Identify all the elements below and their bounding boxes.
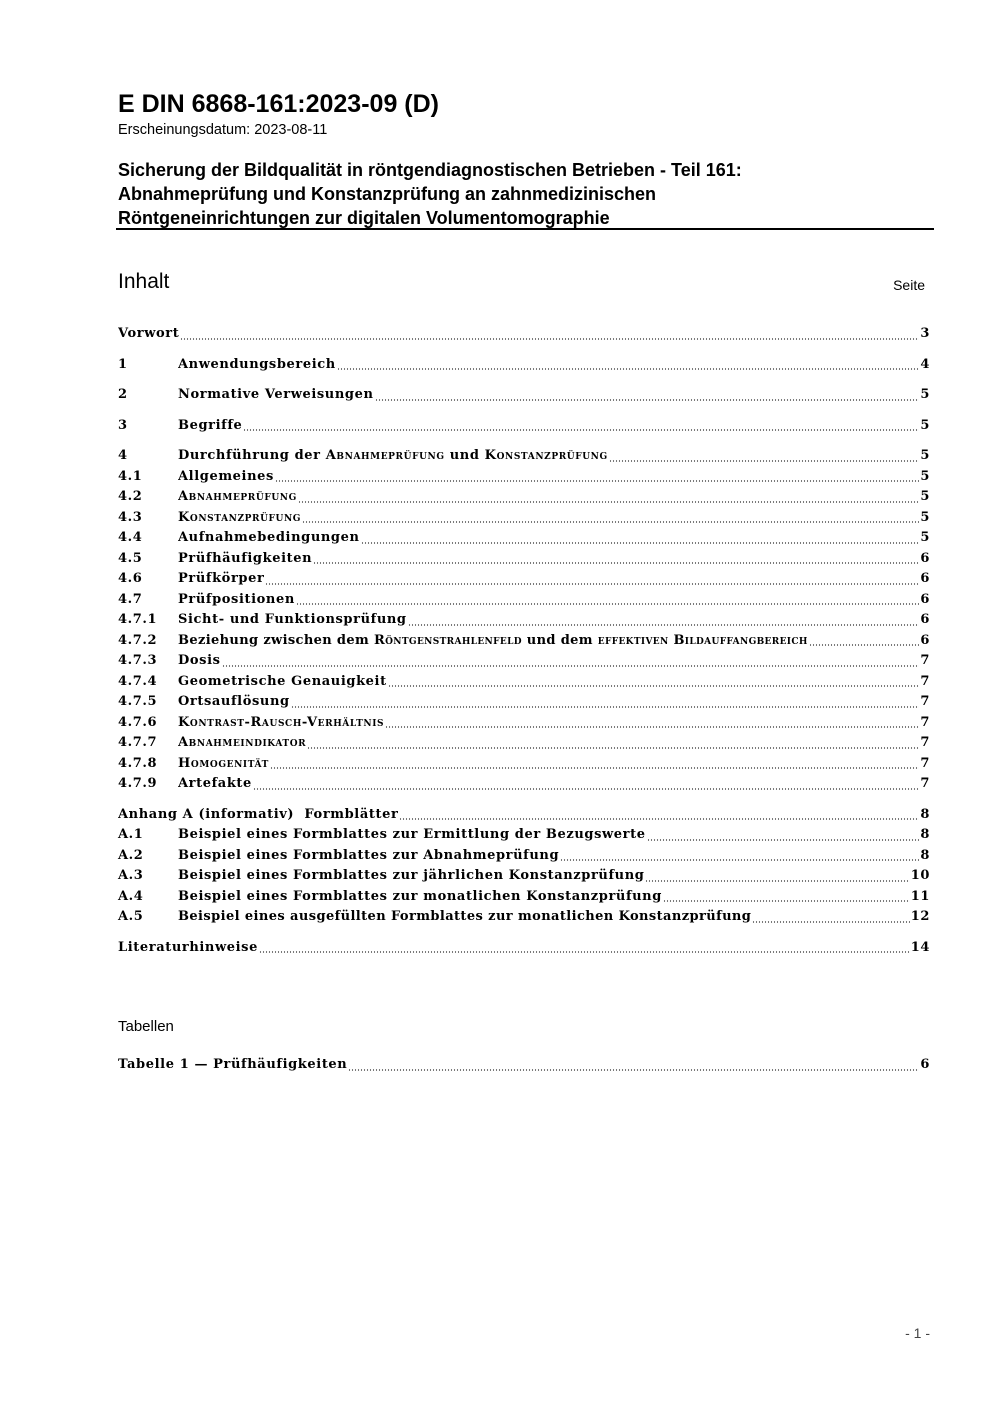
title-line: Sicherung der Bildqualität in röntgendiagnostischen Betrieben - Teil 161: (118, 160, 742, 180)
toc-entry-title: Beispiel eines Formblattes zur jährlichen Konstanzprüfung (178, 868, 645, 883)
toc-entry-4-7-5[interactable] (118, 692, 930, 713)
toc-entry-page: 7 (920, 735, 930, 750)
toc-entry-4-4[interactable] (118, 528, 930, 549)
toc-entry-title: Abnahmeindikator (178, 735, 307, 750)
dot-leader (385, 726, 919, 728)
toc-entry-title: Geometrische Genauigkeit (178, 673, 387, 689)
dot-leader (337, 368, 920, 370)
toc-entry-number: 4.4 (118, 530, 143, 545)
dot-leader (275, 480, 919, 482)
tables-heading: Tabellen (118, 1018, 174, 1035)
toc-entry-number: 3 (118, 417, 128, 433)
toc-entry-title: Aufnahmebedingungen (178, 530, 360, 545)
document-title (118, 158, 934, 230)
table-entry-page: 6 (920, 1057, 930, 1072)
toc-entry-4-7-8[interactable] (118, 754, 930, 775)
toc-entry-number: A.3 (118, 868, 144, 883)
title-line: Röntgeneinrichtungen zur digitalen Volumentomographie (118, 208, 610, 228)
dot-leader (270, 767, 919, 769)
title-text: und (444, 448, 485, 463)
toc-entry-title: Literaturhinweise (118, 939, 258, 955)
dot-leader (243, 429, 919, 431)
toc-heading: Inhalt (118, 270, 170, 293)
toc-entry-4-7-7[interactable] (118, 733, 930, 754)
toc-entry-page: 11 (910, 888, 930, 904)
toc-entry-title: Beispiel eines ausgefüllten Formblattes zur monatlichen Konstanzprüfung (178, 909, 752, 924)
toc-entry-3[interactable] (118, 416, 930, 437)
page-number: - 1 - (905, 1325, 930, 1341)
title-text: Durchführung der (178, 448, 326, 463)
dot-leader (348, 1069, 919, 1071)
toc-entry-page: 5 (920, 530, 930, 545)
dot-leader (560, 859, 919, 861)
toc-entry-4-7-2[interactable] (118, 631, 930, 652)
toc-entry-page: 5 (920, 417, 930, 433)
toc-entry-a-1[interactable] (118, 825, 930, 846)
toc-entry-page: 6 (920, 612, 930, 627)
toc-entry-page: 6 (920, 571, 930, 586)
toc-entry-page: 7 (920, 714, 930, 730)
toc-entry-4-5[interactable] (118, 549, 930, 570)
toc-entry-title: Artefakte (178, 776, 252, 791)
toc-entry-title (178, 446, 608, 467)
dot-leader (408, 624, 920, 626)
toc-entry-title: Beispiel eines Formblattes zur Abnahmeprüfung (178, 847, 560, 863)
list-of-tables (118, 1055, 930, 1076)
toc-entry-page: 7 (920, 776, 930, 791)
toc-entry-number: 4.1 (118, 468, 143, 484)
dot-leader (291, 706, 920, 708)
toc-entry-literaturhinweise[interactable] (118, 938, 930, 959)
toc-entry-number: 4.7.6 (118, 714, 158, 730)
toc-entry-title: Ortsauflösung (178, 694, 290, 709)
title-term: Abnahmeprüfung (325, 448, 445, 463)
toc-entry-a-2[interactable] (118, 846, 930, 867)
title-term: Konstanzprüfung (484, 448, 608, 463)
toc-entry-title: Beispiel eines Formblattes zur monatlichen Konstanzprüfung (178, 888, 662, 904)
toc-entry-page: 8 (920, 806, 930, 822)
toc-entry-4-7-1[interactable] (118, 610, 930, 631)
toc-entry-page: 6 (920, 632, 930, 648)
toc-entry-title: Kontrast-Rausch-Verhältnis (178, 714, 385, 730)
toc-entry-number: 4.6 (118, 571, 143, 586)
toc-entry-page: 8 (920, 827, 930, 842)
toc-entry-number: A.2 (118, 847, 144, 863)
toc-entry-page: 14 (910, 939, 930, 955)
dot-leader (647, 839, 920, 841)
page-column-label: Seite (893, 277, 925, 293)
toc-entry-4-7-4[interactable] (118, 672, 930, 693)
toc-entry-title: Prüfpositionen (178, 591, 295, 607)
toc-entry-number: 4.7.2 (118, 632, 158, 648)
dot-leader (298, 501, 919, 503)
toc-entry-page: 6 (920, 550, 930, 566)
toc-entry-4-6[interactable] (118, 569, 930, 590)
toc-entry-page: 5 (920, 509, 930, 525)
toc-entry-title: Homogenität (178, 755, 269, 771)
toc-entry-page: 7 (920, 653, 930, 668)
toc-entry-title: Beispiel eines Formblattes zur Ermittlung der Bezugswerte (178, 827, 646, 842)
dot-leader (296, 603, 919, 605)
dot-leader (375, 399, 920, 401)
toc-entry-title: Sicht- und Funktionsprüfung (178, 612, 407, 627)
title-text: Beziehung zwischen dem (178, 632, 374, 648)
toc-entry-number: A.1 (118, 827, 144, 842)
toc-entry-2[interactable] (118, 385, 930, 406)
toc-entry-number: 4.7.3 (118, 653, 158, 668)
toc-entry-page: 12 (910, 909, 930, 924)
toc-entry-number: 4.5 (118, 550, 143, 566)
table-entry-1[interactable] (118, 1055, 930, 1076)
title-divider (116, 228, 934, 230)
table-entry-title: Tabelle 1 — Prüfhäufigkeiten (118, 1057, 348, 1072)
toc-entry-title: Anwendungsbereich (178, 356, 336, 372)
toc-entry-4-7-9[interactable] (118, 774, 930, 795)
toc-entry-title (178, 631, 808, 652)
toc-entry-title: Vorwort (118, 326, 180, 341)
toc-entry-title: Prüfhäufigkeiten (178, 550, 313, 566)
dot-leader (809, 644, 920, 646)
toc-entry-number: 4.7 (118, 591, 143, 607)
toc-entry-page: 5 (920, 448, 930, 463)
toc-entry-title: Anhang A (informativ) Formblätter (118, 806, 399, 822)
dot-leader (663, 900, 910, 902)
toc-entry-number: 4.7.9 (118, 776, 158, 791)
toc-entry-number: A.5 (118, 909, 144, 924)
toc-entry-1[interactable] (118, 355, 930, 376)
title-term: effektiven Bildauffangbereich (597, 632, 808, 648)
dot-leader (388, 685, 920, 687)
toc-entry-title: Abnahmeprüfung (178, 489, 297, 504)
dot-leader (302, 521, 919, 523)
toc-entry-title: Begriffe (178, 417, 243, 433)
toc-entry-title: Konstanzprüfung (178, 509, 302, 525)
toc-entry-4[interactable] (118, 446, 930, 467)
toc-entry-4-2[interactable] (118, 487, 930, 508)
toc-entry-page: 6 (920, 591, 930, 607)
toc-entry-page: 5 (920, 489, 930, 504)
toc-entry-page: 5 (920, 387, 930, 402)
toc-entry-number: 4 (118, 448, 128, 463)
title-line: Abnahmeprüfung und Konstanzprüfung an zahnmedizinischen (118, 184, 656, 204)
toc-entry-page: 5 (920, 468, 930, 484)
toc-entry-page: 4 (920, 356, 930, 372)
dot-leader (253, 788, 919, 790)
dot-leader (399, 818, 919, 820)
toc-entry-title: Dosis (178, 653, 221, 668)
toc-entry-a-5[interactable] (118, 907, 930, 928)
toc-entry-number: 4.2 (118, 489, 143, 504)
toc-entry-4-7-3[interactable] (118, 651, 930, 672)
dot-leader (222, 665, 920, 667)
toc-entry-number: 4.7.4 (118, 673, 158, 689)
toc-entry-4-7[interactable] (118, 590, 930, 611)
title-term: Röntgenstrahlenfeld (373, 632, 522, 648)
toc-entry-page: 3 (920, 326, 930, 341)
toc-entry-number: 4.7.8 (118, 755, 158, 771)
toc-entry-number: 4.7.7 (118, 735, 158, 750)
toc-entry-title: Allgemeines (178, 468, 274, 484)
toc-entry-vorwort[interactable] (118, 324, 930, 345)
document-id: E DIN 6868-161:2023-09 (D) (118, 90, 439, 118)
dot-leader (609, 460, 920, 462)
dot-leader (259, 951, 910, 953)
toc-entry-number: 4.7.1 (118, 612, 158, 627)
dot-leader (180, 338, 919, 340)
toc-entry-a-3[interactable] (118, 866, 930, 887)
toc-entry-page: 8 (920, 847, 930, 863)
dot-leader (307, 747, 919, 749)
toc-entry-page: 7 (920, 673, 930, 689)
toc-entry-anhang-a[interactable] (118, 805, 930, 826)
dot-leader (361, 542, 920, 544)
title-text: und dem (521, 632, 598, 648)
toc-entry-page: 7 (920, 755, 930, 771)
publication-date: Erscheinungsdatum: 2023-08-11 (118, 122, 328, 138)
toc-entry-page: 10 (910, 868, 930, 883)
toc-entry-4-1[interactable] (118, 467, 930, 488)
toc-entry-number: 2 (118, 387, 128, 402)
dot-leader (313, 562, 919, 564)
toc-entry-4-3[interactable] (118, 508, 930, 529)
toc-entry-number: 1 (118, 356, 128, 372)
toc-entry-title: Normative Verweisungen (178, 387, 374, 402)
toc-entry-number: A.4 (118, 888, 144, 904)
table-of-contents (118, 324, 930, 958)
dot-leader (645, 880, 909, 882)
toc-entry-number: 4.3 (118, 509, 143, 525)
toc-entry-title: Prüfkörper (178, 571, 265, 586)
toc-entry-a-4[interactable] (118, 887, 930, 908)
dot-leader (265, 583, 919, 585)
toc-entry-page: 7 (920, 694, 930, 709)
toc-entry-4-7-6[interactable] (118, 713, 930, 734)
toc-entry-number: 4.7.5 (118, 694, 158, 709)
dot-leader (752, 921, 909, 923)
